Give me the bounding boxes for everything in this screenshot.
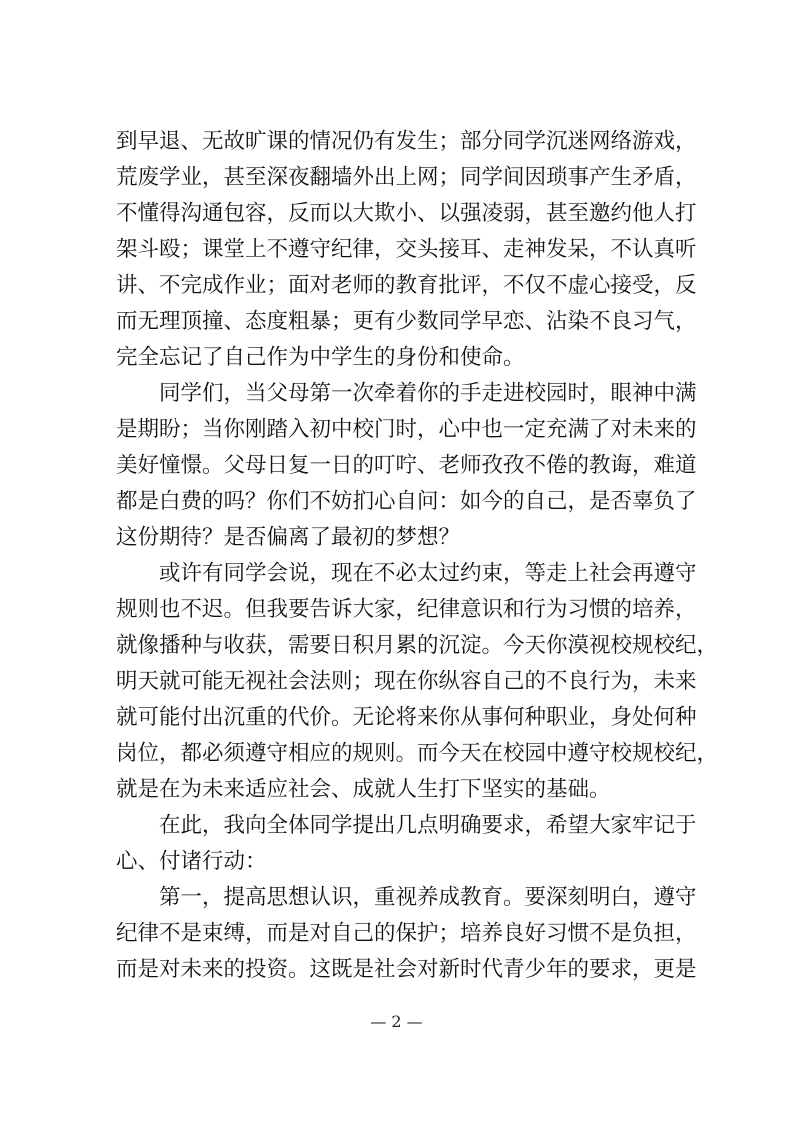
text-line: 而是对未来的投资。这既是社会对新时代青少年的要求，更是 [116,957,697,982]
text-line: 就是在为未来适应社会、成就人生打下坚实的基础。 [116,777,611,802]
text-line: 都是白费的吗？你们不妨扪心自问：如今的自己，是否辜负了 [116,489,697,514]
text-line: 规则也不迟。但我要告诉大家，纪律意识和行为习惯的培养， [116,597,697,622]
text-line: 纪律不是束缚，而是对自己的保护；培养良好习惯不是负担， [116,921,697,946]
text-line: 同学们，当父母第一次牵着你的手走进校园时，眼神中满 [159,381,697,406]
text-line: 荒废学业，甚至深夜翻墙外出上网；同学间因琐事产生矛盾， [116,165,697,190]
text-line: 美好憧憬。父母日复一日的叮咛、老师孜孜不倦的教诲，难道 [116,453,697,478]
paragraph-parents-expectation [116,376,697,556]
text-line: 这份期待？是否偏离了最初的梦想？ [116,525,461,550]
paragraph-continuation [116,124,697,376]
text-line: 不懂得沟通包容，反而以大欺小、以强凌弱，甚至邀约他人打 [116,201,697,226]
text-line: 架斗殴；课堂上不遵守纪律，交头接耳、走神发呆，不认真听 [116,237,697,262]
text-line: 而无理顶撞、态度粗暴；更有少数同学早恋、沾染不良习气， [116,309,697,334]
text-line: 完全忘记了自己作为中学生的身份和使命。 [116,345,525,370]
text-line: 就像播种与收获，需要日积月累的沉淀。今天你漠视校规校纪， [116,633,719,658]
paragraph-rules-habits [116,556,719,808]
paragraph-requirements-intro [116,808,697,880]
text-line: 第一，提高思想认识，重视养成教育。要深刻明白，遵守 [159,885,697,910]
text-line: 心、付诸行动： [116,849,267,874]
page-number: — 2 — [370,1012,423,1031]
text-line: 在此，我向全体同学提出几点明确要求，希望大家牢记于 [159,813,697,838]
text-line: 岗位，都必须遵守相应的规则。而今天在校园中遵守校规校纪， [116,741,719,766]
text-line: 明天就可能无视社会法则；现在你纵容自己的不良行为，未来 [116,669,697,694]
text-line: 是期盼；当你刚踏入初中校门时，心中也一定充满了对未来的 [116,417,697,442]
body-text [116,124,719,988]
paragraph-requirement-first [116,880,697,988]
text-line: 或许有同学会说，现在不必太过约束，等走上社会再遵守 [159,561,697,586]
text-line: 就可能付出沉重的代价。无论将来你从事何种职业，身处何种 [116,705,697,730]
text-line: 讲、不完成作业；面对老师的教育批评，不仅不虚心接受，反 [116,273,697,298]
text-line: 到早退、无故旷课的情况仍有发生；部分同学沉迷网络游戏， [116,129,697,154]
